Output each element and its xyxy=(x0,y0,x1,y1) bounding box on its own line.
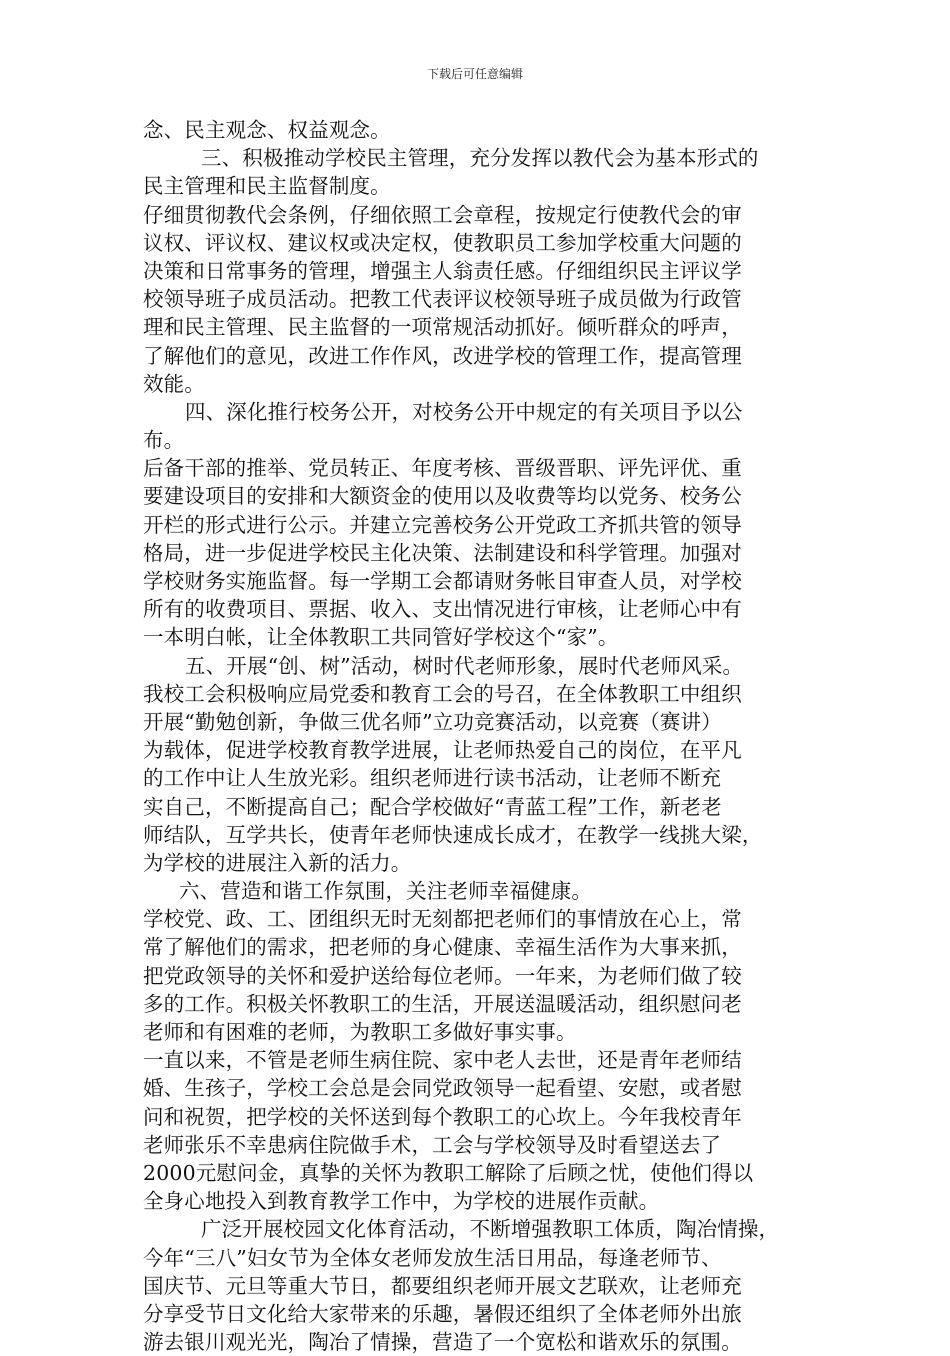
text-line: 常了解他们的需求，把老师的身心健康、幸福生活作为大事来抓， xyxy=(143,935,742,960)
text-line: 开栏的形式进行公示。并建立完善校务公开党政工齐抓共管的领导 xyxy=(143,512,742,537)
text-line: 布。 xyxy=(143,428,185,453)
text-line: 开展“勤勉创新，争做三优名师”立功竞赛活动，以竞赛（赛讲） xyxy=(143,709,722,734)
text-line: 四、深化推行校务公开，对校务公开中规定的有关项目予以公 xyxy=(185,399,743,424)
text-line: 多的工作。积极关怀教职工的生活，开展送温暖活动，组织慰问老 xyxy=(143,991,742,1016)
text-line: 要建设项目的安排和大额资金的使用以及收费等均以党务、校务公 xyxy=(143,484,742,509)
text-line: 老师和有困难的老师，为教职工多做好事实事。 xyxy=(143,1020,577,1044)
document-body xyxy=(143,116,823,1356)
text-line: 三、积极推动学校民主管理，充分发挥以教代会为基本形式的 xyxy=(201,146,759,171)
text-line: 议权、评议权、建议权或决定权，使教职员工参加学校重大问题的 xyxy=(143,230,742,255)
text-line: 校领导班子成员活动。把教工代表评议校领导班子成员做为行政管 xyxy=(143,287,742,312)
text-line: 老师张乐不幸患病住院做手术，工会与学校领导及时看望送去了 xyxy=(143,1132,722,1157)
text-line: 实自己，不断提高自己；配合学校做好“青蓝工程”工作，新老老 xyxy=(143,794,722,819)
text-line: 学校党、政、工、团组织无时无刻都把老师们的事情放在心上，常 xyxy=(143,907,742,932)
text-line: 一直以来，不管是老师生病住院、家中老人去世，还是青年老师结 xyxy=(143,1048,742,1073)
text-line: 理和民主管理、民主监督的一项常规活动抓好。倾听群众的呼声， xyxy=(143,315,742,340)
text-line: 民主管理和民主监督制度。 xyxy=(143,174,391,199)
text-line: 的工作中让人生放光彩。组织老师进行读书活动，让老师不断充 xyxy=(143,766,722,791)
text-line: 师结队，互学共长，使青年老师快速成长成才，在教学一线挑大梁， xyxy=(143,822,763,847)
text-line: 五、开展“创、树”活动，树时代老师形象，展时代老师风采。 xyxy=(185,653,744,678)
text-line: 为学校的进展注入新的活力。 xyxy=(143,850,412,875)
text-line: 婚、生孩子，学校工会总是会同党政领导一起看望、安慰，或者慰 xyxy=(143,1076,742,1101)
text-line: 格局，进一步促进学校民主化决策、法制建设和科学管理。加强对 xyxy=(143,540,742,565)
text-line: 学校财务实施监督。每一学期工会都请财务帐目审查人员，对学校 xyxy=(143,569,742,593)
text-line: 我校工会积极响应局党委和教育工会的号召，在全体教职工中组织 xyxy=(143,681,742,706)
text-line: 游去银川观光光，陶冶了情操，营造了一个宽松和谐欢乐的氛围。 xyxy=(143,1330,742,1355)
text-line: 为载体，促进学校教育教学进展，让老师热爱自己的岗位，在平凡 xyxy=(143,738,742,763)
text-line: 全身心地投入到教育教学工作中，为学校的进展作贡献。 xyxy=(143,1189,660,1214)
text-line: 问和祝贺，把学校的关怀送到每个教职工的心坎上。今年我校青年 xyxy=(143,1104,742,1129)
text-line: 后备干部的推举、党员转正、年度考核、晋级晋职、评先评优、重 xyxy=(143,456,742,481)
text-line: 国庆节、元旦等重大节日，都要组织老师开展文艺联欢，让老师充 xyxy=(143,1273,742,1298)
text-line: 分享受节日文化给大家带来的乐趣，暑假还组织了全体老师外出旅 xyxy=(143,1301,742,1326)
text-line: 念、民主观念、权益观念。 xyxy=(143,118,391,142)
text-line: 六、营造和谐工作氛围，关注老师幸福健康。 xyxy=(179,879,592,904)
text-line: 广泛开展校园文化体育活动，不断增强教职工体质，陶冶情操， xyxy=(201,1217,780,1242)
text-line: 了解他们的意见，改进工作作风，改进学校的管理工作，提高管理 xyxy=(143,343,742,368)
text-line: 一本明白帐，让全体教职工共同管好学校这个“家”。 xyxy=(143,625,619,650)
page-header: 下载后可任意编辑 xyxy=(426,67,523,81)
text-line: 今年“三八”妇女节为全体女老师发放生活日用品，每逢老师节、 xyxy=(143,1245,722,1270)
text-line: 仔细贯彻教代会条例，仔细依照工会章程，按规定行使教代会的审 xyxy=(143,202,742,227)
text-line: 效能。 xyxy=(143,371,205,396)
text-line: 所有的收费项目、票据、收入、支出情况进行审核，让老师心中有 xyxy=(143,597,742,622)
text-line: 决策和日常事务的管理，增强主人翁责任感。仔细组织民主评议学 xyxy=(143,258,742,283)
text-line: 2000元慰问金，真挚的关怀为教职工解除了后顾之忧，使他们得以 xyxy=(143,1160,754,1185)
text-line: 把党政领导的关怀和爱护送给每位老师。一年来，为老师们做了较 xyxy=(143,963,742,988)
